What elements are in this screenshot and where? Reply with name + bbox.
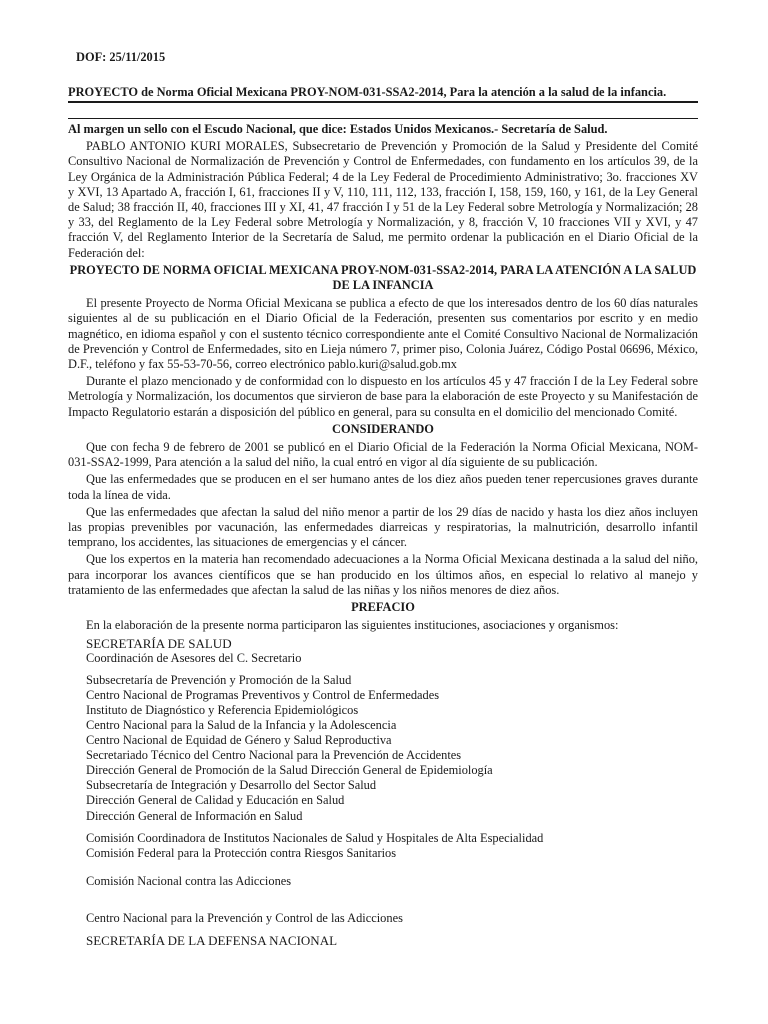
paragraph: El presente Proyecto de Norma Oficial Mexicana se publica a efecto de que los interesados dentro de los 60 días naturales siguientes al de su publicación en el Diario Oficial de la Federación, presenten sus comentarios por escrito y en medio magnético, en idioma español y con el sustento técnico correspondiente ante el Comité Consultivo Nacional de Normalización de Prevención y Control de Enfermedades, sito en Lieja número 7, primer piso, Colonia Juárez, Código Postal 06696, México, D.F., teléfono y fax 55-53-70-56, correo electrónico pablo.kuri@salud.gob.mx <box>68 296 698 372</box>
org-heading-secretaria-salud: SECRETARÍA DE SALUD <box>86 635 232 651</box>
institutions-list <box>86 636 698 949</box>
org-heading-secretaria-defensa: SECRETARÍA DE LA DEFENSA NACIONAL <box>86 933 338 948</box>
institution-item: Secretariado Técnico del Centro Nacional para la Prevención de Accidentes <box>86 748 462 763</box>
institution-item: Centro Nacional de Programas Preventivos y Control de Enfermedades <box>86 687 440 702</box>
considerando-paragraph: Que las enfermedades que afectan la salud del niño menor a partir de los 29 días de nacido y hasta los diez años incluyen las propias prevenibles por vacunación, las enfermedades diarreicas y respiratorias, la malnutrición, desarrollo infantil temprano, los accidentes, las situaciones de emergencias y el cáncer. <box>68 504 698 550</box>
considerando-heading: CONSIDERANDO <box>332 421 434 436</box>
institution-item: Subsecretaría de Prevención y Promoción de la Salud <box>86 672 352 687</box>
document-title: PROYECTO de Norma Oficial Mexicana PROY-NOM-031-SSA2-2014, Para la atención a la salud de la infancia. <box>68 85 698 103</box>
prefacio-heading: PREFACIO <box>351 600 415 615</box>
institution-item: Dirección General de Promoción de la Salud Dirección General de Epidemiología <box>86 763 493 778</box>
institution-item: Subsecretaría de Integración y Desarrollo del Sector Salud <box>86 778 377 793</box>
institution-item: Coordinación de Asesores del C. Secretario <box>86 650 302 665</box>
institution-item: Centro Nacional para la Salud de la Infancia y la Adolescencia <box>86 717 397 732</box>
institution-item: Dirección General de Calidad y Educación en Salud <box>86 793 345 808</box>
prefacio-intro: En la elaboración de la presente norma participaron las siguientes instituciones, asociaciones y organismos: <box>86 618 619 633</box>
institution-item: Centro Nacional de Equidad de Género y Salud Reproductiva <box>86 733 392 748</box>
institution-item: Dirección General de Información en Salud <box>86 808 303 823</box>
margin-note: Al margen un sello con el Escudo Nacional, que dice: Estados Unidos Mexicanos.- Secretaría de Salud. <box>68 122 608 136</box>
intro-paragraph: PABLO ANTONIO KURI MORALES, Subsecretario de Prevención y Promoción de la Salud y Presidente del Comité Consultivo Nacional de Normalización de Prevención y Control de Enfermedades, con fundamento en los artículos 39, de la Ley Orgánica de la Administración Pública Federal; 4 de la Ley Federal de Procedimiento Administrativo; 3o. fracciones XV y XVI, 13 Apartado A, fracción I, 61, fracciones II y V, 110, 111, 112, 133, fracción I, 158, 159, 160, y 161, de la Ley General de Salud; 38 fracción II, 40, fracciones III y XI, 41, 47 fracción I y 51 de la Ley Federal sobre Metrología y Normalización; 28 y 33, del Reglamento de la Ley Federal sobre Metrología y Normalización, y 8, fracción V, 10 fracciones VII y XVI, y 47 fracción V, del Reglamento Interior de la Secretaría de Salud, me permito ordenar la publicación en el Diario Oficial de la Federación del: <box>68 139 698 260</box>
institution-item: Comisión Coordinadora de Institutos Nacionales de Salud y Hospitales de Alta Especialidad <box>86 830 544 845</box>
paragraph: Durante el plazo mencionado y de conformidad con lo dispuesto en los artículos 45 y 47 fracción I de la Ley Federal sobre Metrología y Normalización, los documentos que sirvieron de base para la elaboración de este Proyecto y su Manifestación de Impacto Regulatorio estarán a disposición del público en general, para su consulta en el domicilio del mencionado Comité. <box>68 374 698 419</box>
document-body <box>68 122 698 948</box>
considerando-paragraph: Que las enfermedades que se producen en el ser humano antes de los diez años pueden tener repercusiones graves durante toda la línea de vida. <box>68 472 698 502</box>
considerando-paragraph: Que con fecha 9 de febrero de 2001 se publicó en el Diario Oficial de la Federación la Norma Oficial Mexicana, NOM-031-SSA2-1999, Para atención a la salud del niño, la cual entró en vigor al día siguiente de su publicación. <box>68 440 698 470</box>
institution-item: Comisión Nacional contra las Adicciones <box>86 873 292 888</box>
title-divider <box>68 118 698 119</box>
institution-item: Centro Nacional para la Prevención y Control de las Adicciones <box>86 910 403 925</box>
dof-date: DOF: 25/11/2015 <box>76 50 166 64</box>
institution-item: Comisión Federal para la Protección contra Riesgos Sanitarios <box>86 845 397 860</box>
main-heading: PROYECTO DE NORMA OFICIAL MEXICANA PROY-NOM-031-SSA2-2014, PARA LA ATENCIÓN A LA SALUD DE LA INFANCIA <box>69 262 697 293</box>
considerando-paragraph: Que los expertos en la materia han recomendado adecuaciones a la Norma Oficial Mexicana destinada a la salud del niño, para incorporar los avances científicos que se han producido en los últimos años, en especial lo relativo al manejo y tratamiento de las enfermedades que afectan la salud de las niñas y los niños menores de diez años. <box>68 552 698 597</box>
institution-item: Instituto de Diagnóstico y Referencia Epidemiológicos <box>86 702 359 717</box>
